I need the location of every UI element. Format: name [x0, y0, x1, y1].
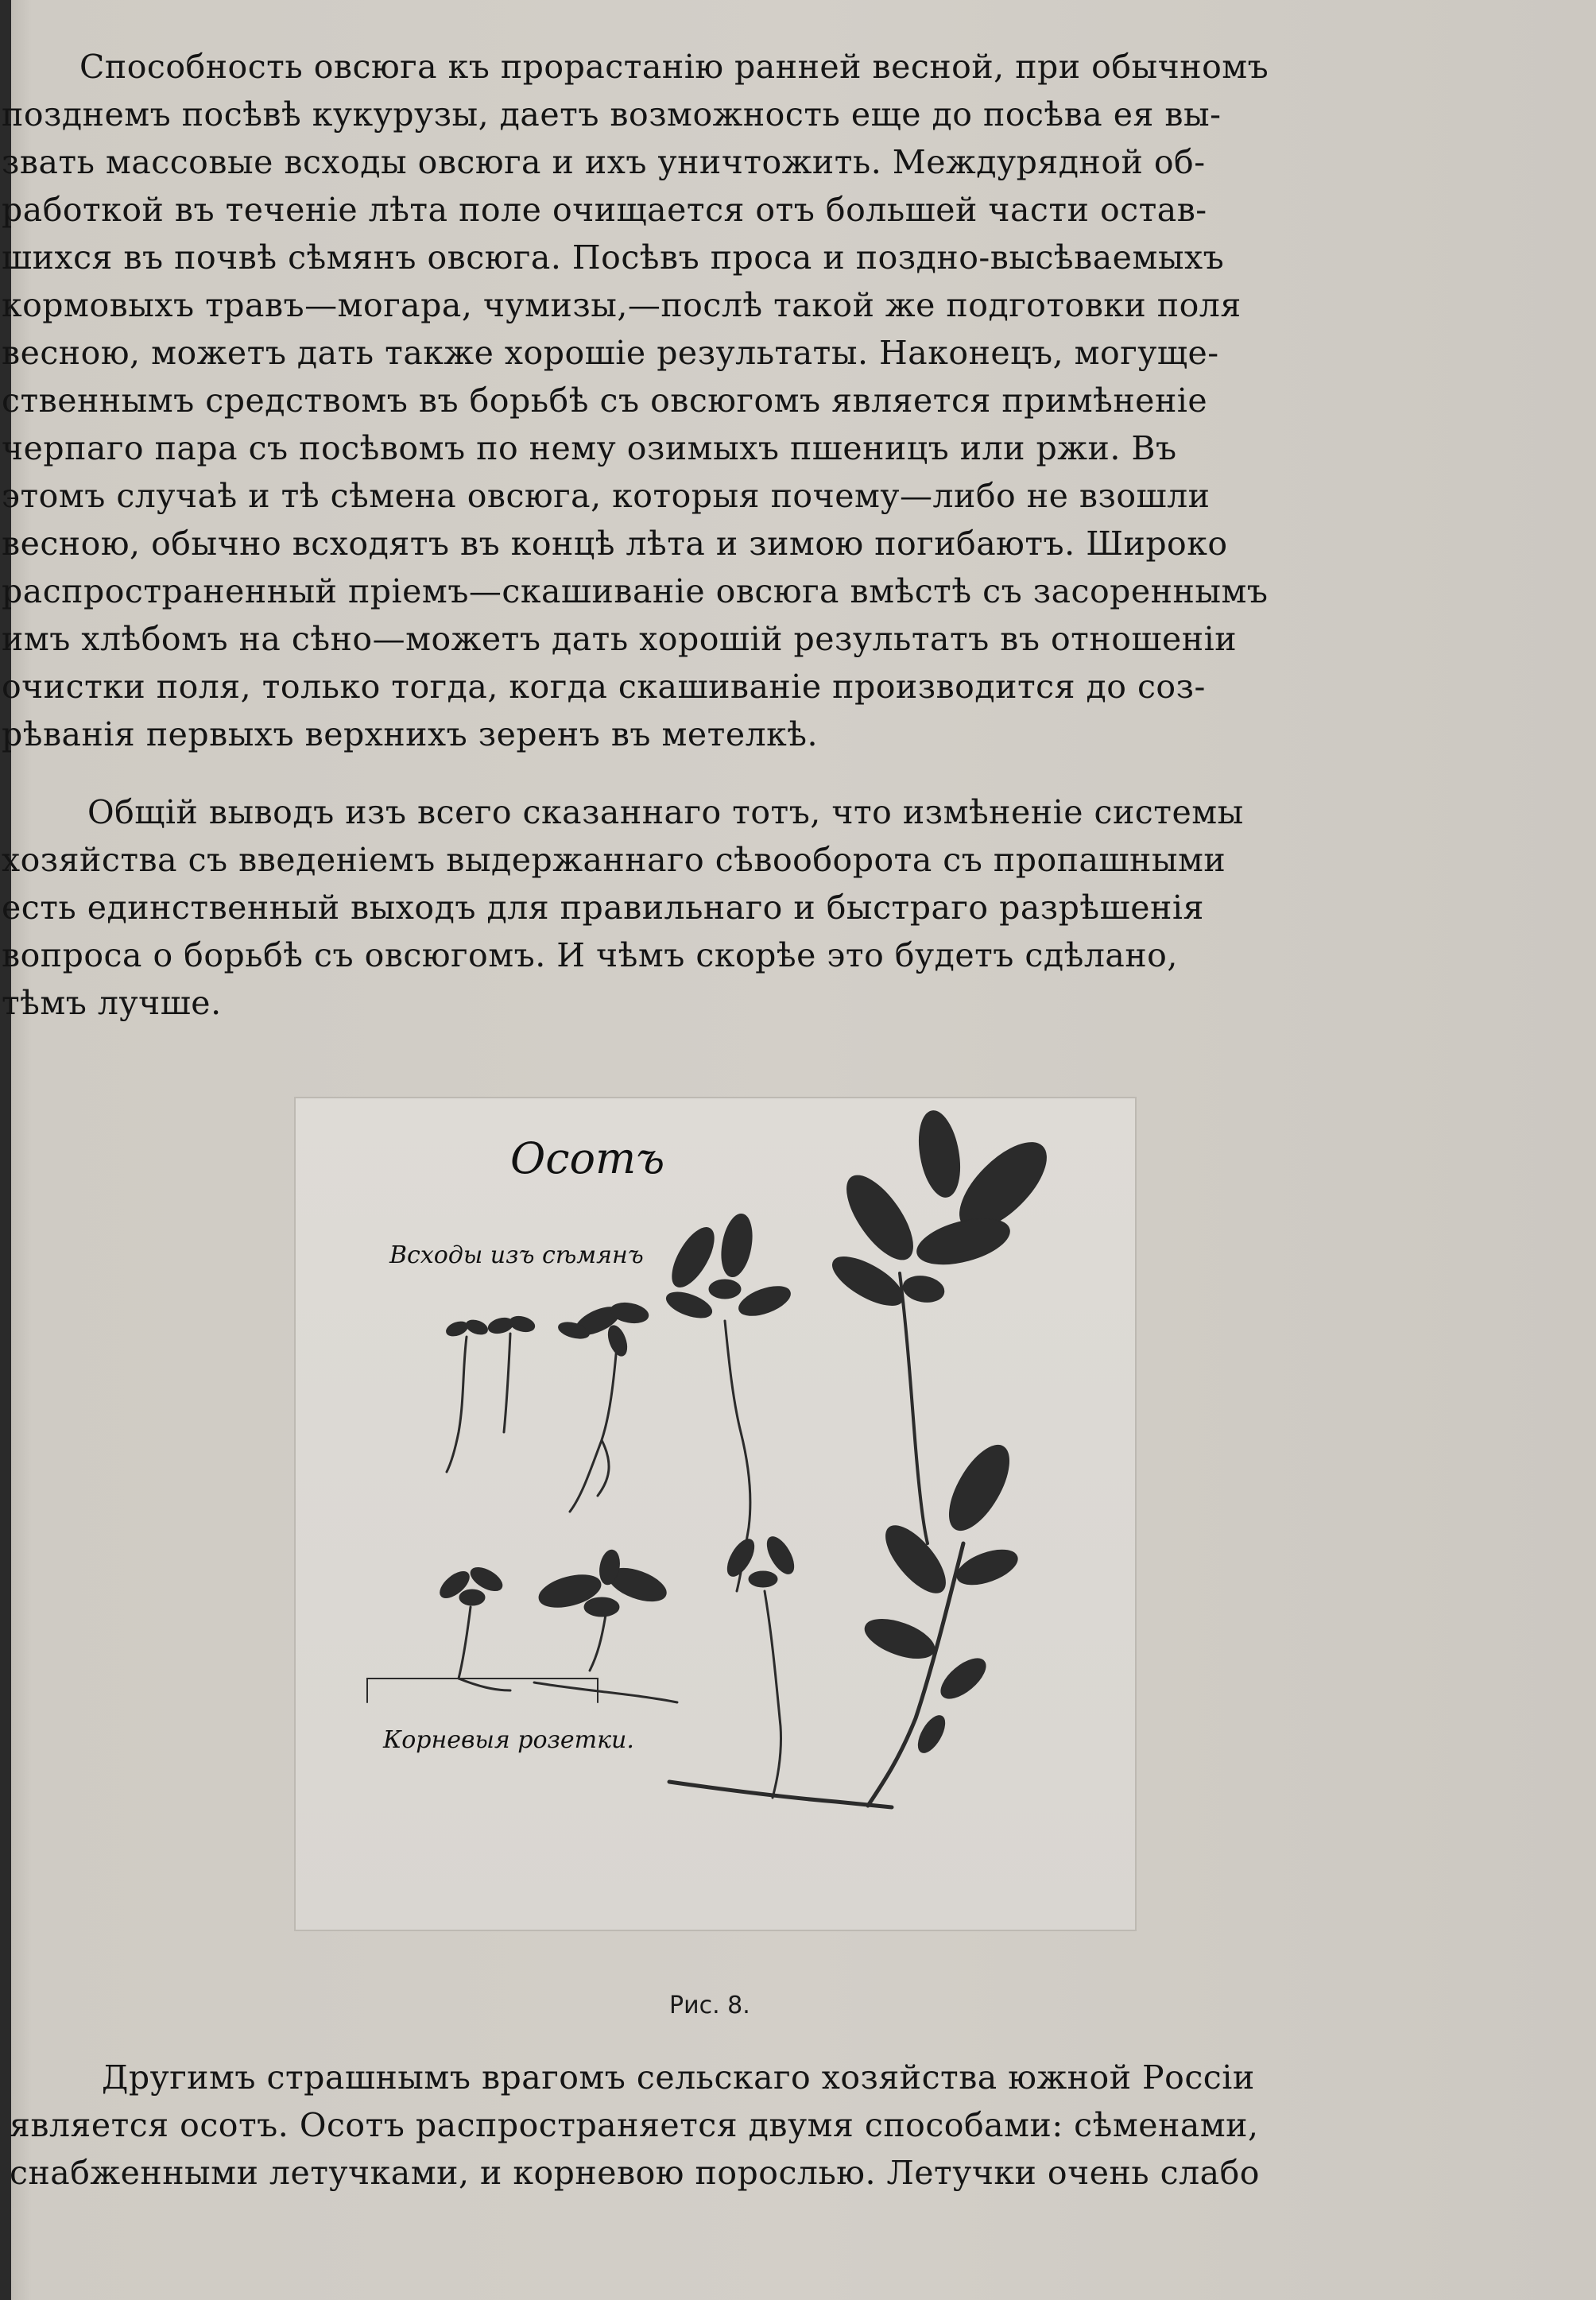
- figure-plate: [294, 1097, 1137, 1931]
- figure-label-root-rosettes: Корневыя розетки.: [383, 1726, 634, 1754]
- thistle-plant-upper: [826, 1108, 1060, 1543]
- text-line: распространенный пріемъ—скашиваніе овсюга вмѣстѣ съ засореннымъ: [2, 572, 1269, 610]
- figure-caption: Рис. 8.: [669, 1992, 750, 2019]
- seedling-1: [444, 1318, 490, 1472]
- text-line: черпаго пара съ посѣвомъ по нему озимыхъ пшеницъ или ржи. Въ: [2, 429, 1177, 467]
- text-line: рѣванія первыхъ верхнихъ зеренъ въ метелкѣ.: [2, 715, 819, 753]
- figure-title: Осотъ: [510, 1133, 665, 1183]
- text-line: есть единственный выходъ для правильнаго и быстраго разрѣшенія: [2, 889, 1204, 927]
- text-line: ственнымъ средствомъ въ борьбѣ съ овсюгомъ является примѣненіе: [2, 381, 1208, 420]
- figure-label-seedlings: Всходы изъ сѣмянъ: [389, 1241, 644, 1269]
- text-line: позднемъ посѣвѣ кукурузы, даетъ возможность еще до посѣва ея вы-: [2, 95, 1222, 134]
- text-line: звать массовые всходы овсюга и ихъ уничтожить. Междурядной об-: [2, 143, 1206, 181]
- text-line: очистки поля, только тогда, когда скашиваніе производится до соз-: [2, 668, 1206, 706]
- root-rosette-1: [436, 1562, 510, 1690]
- text-line: хозяйства съ введеніемъ выдержаннаго сѣвооборота съ пропашными: [2, 841, 1226, 879]
- text-line: тѣмъ лучше.: [2, 984, 222, 1022]
- text-line: снабженными летучками, и корневою порослью. Летучки очень слабо: [10, 2154, 1260, 2192]
- seedling-2: [486, 1314, 537, 1432]
- text-line: весною, обычно всходятъ въ концѣ лѣта и зимою погибаютъ. Широко: [2, 525, 1228, 563]
- text-line: имъ хлѣбомъ на сѣно—можетъ дать хорошій результатъ въ отношеніи: [2, 620, 1238, 658]
- thistle-illustration: [296, 1098, 1138, 1933]
- seedling-4: [663, 1211, 794, 1591]
- text-line: этомъ случаѣ и тѣ сѣмена овсюга, которыя почему—либо не взошли: [2, 477, 1211, 515]
- rosette-bracket: [367, 1679, 598, 1702]
- text-line: работкой въ теченіе лѣта поле очищается отъ большей части остав-: [2, 191, 1207, 229]
- text-line: Общій выводъ изъ всего сказаннаго тотъ, что измѣненіе системы: [87, 793, 1244, 831]
- text-line: Способность овсюга къ прорастанію ранней весной, при обычномъ: [79, 48, 1269, 86]
- text-line: Другимъ страшнымъ врагомъ сельскаго хозяйства южной Россіи: [102, 2058, 1255, 2097]
- text-line: является осотъ. Осотъ распространяется двумя способами: сѣменами,: [10, 2106, 1259, 2144]
- root-rosette-3: [722, 1532, 800, 1798]
- text-line: весною, можетъ дать также хорошіе результаты. Наконецъ, могуще-: [2, 334, 1219, 372]
- text-line: вопроса о борьбѣ съ овсюгомъ. И чѣмъ скорѣе это будетъ сдѣлано,: [2, 936, 1178, 974]
- thistle-plant-lower: [669, 1436, 1022, 1807]
- text-line: кормовыхъ травъ—могара, чумизы,—послѣ такой же подготовки поля: [2, 286, 1242, 324]
- text-line: шихся въ почвѣ сѣмянъ овсюга. Посѣвъ проса и поздно-высѣваемыхъ: [2, 238, 1225, 277]
- seedling-3: [556, 1300, 649, 1512]
